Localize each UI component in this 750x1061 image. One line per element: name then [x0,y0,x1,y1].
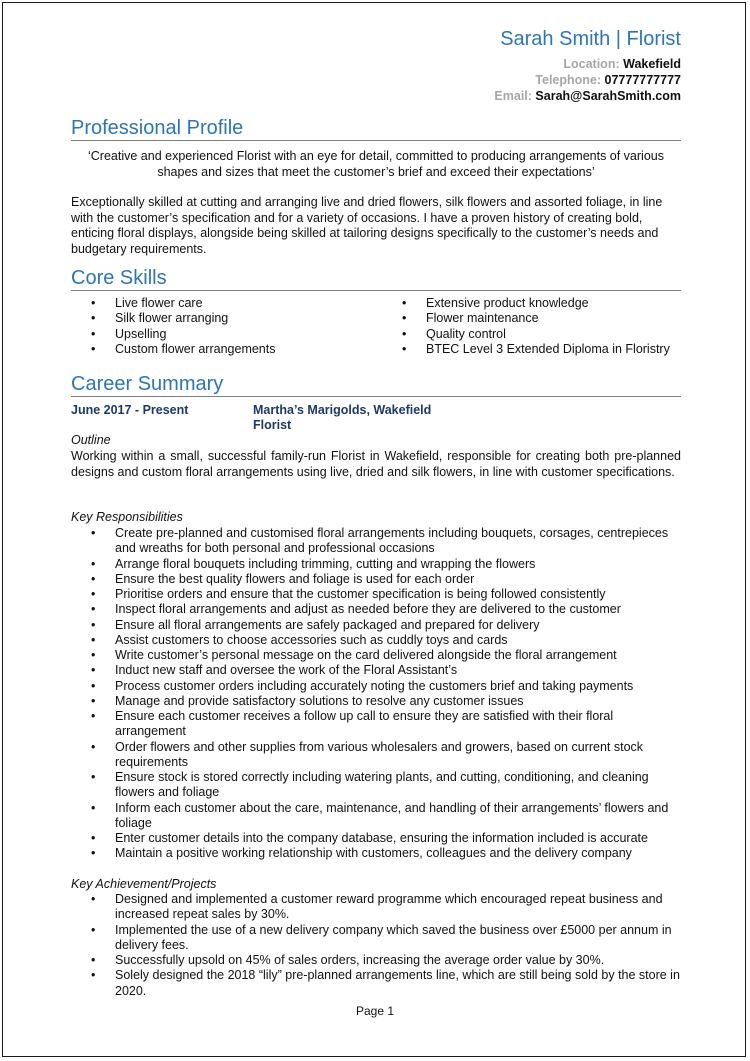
bullet-icon: • [91,602,96,617]
list-item [71,633,681,648]
job-role: Florist [253,418,292,433]
bullet-icon: • [91,968,96,983]
job-company: Martha’s Marigolds, Wakefield [253,403,432,417]
profile-body: Exceptionally skilled at cutting and arranging live and dried flowers, silk flowers and assorted foliage, in line with the customer’s specification and for a variety of occasions. I have a proven history of creating bold, enticing floral displays, alongside being skilled at tailoring designs specifically to the customer’s needs and budgetary requirements. [71,195,663,256]
bullet-icon: • [91,922,96,937]
list-item: • Custom flower arrangements [91,341,276,356]
achievements-label: Key Achievement/Projects [71,877,217,891]
bullet-icon: • [91,311,96,326]
list-item-text: Manage and provide satisfactory solutions to resolve any customer issues [115,693,524,708]
bullet-icon: • [91,831,96,845]
list-item-text: Inspect floral arrangements and adjust as needed before they are delivered to the customer [115,602,621,617]
bullet-icon: • [91,341,96,356]
bullet-icon: • [402,341,407,356]
list-item-text: Maintain a positive working relationship with customers, colleagues and the delivery company [115,846,632,861]
skills-heading: Core Skills [71,266,681,291]
list-item [71,572,681,587]
list-item: • Silk flower arranging [91,311,229,326]
list-item-text: Ensure stock is stored correctly including watering plants, and cutting, conditioning, and cleaning flowers and foliage [115,770,649,800]
contact-location [563,57,681,71]
bullet-icon: • [91,632,96,647]
list-item: • Live flower care [91,296,203,310]
bullet-icon: • [91,663,96,678]
list-item-text: Assist customers to choose accessories such as cuddly toys and cards [115,632,508,647]
contact-email [494,89,681,103]
bullet-icon: • [91,617,96,632]
bullet-icon: • [91,846,96,861]
list-item [71,618,681,633]
bullet-icon: • [91,571,96,586]
telephone-label: Telephone: [535,73,602,87]
bullet-icon: • [91,693,96,708]
email-value: Sarah@SarahSmith.com [535,89,681,103]
outline-label: Outline [71,433,111,447]
page-number: Page 1 [355,1004,395,1018]
bullet-icon: • [91,678,96,693]
list-item-text: Ensure all floral arrangements are safely packaged and prepared for delivery [115,617,540,632]
bullet-icon: • [402,326,407,341]
list-item [71,770,681,801]
bullet-icon: • [402,296,407,310]
job-company-block [253,403,431,434]
list-item-text: Prioritise orders and ensure that the customer specification is being followed consistently [115,587,606,601]
bullet-icon: • [402,311,407,326]
bullet-icon: • [91,648,96,662]
email-label: Email: [494,89,532,103]
outline-text: Working within a small, successful family-run Florist in Wakefield, responsible for creating both pre-planned designs and custom floral arrangements using live, dried and silk flowers, in line with customer specifications. [71,449,681,479]
bullet-icon: • [91,526,96,540]
list-item: • Extensive product knowledge [402,296,589,310]
career-heading: Career Summary [71,372,681,397]
bullet-icon: • [91,587,96,601]
list-item-text: Create pre-planned and customised floral arrangements including bouquets, corsages, centrepieces and wreaths for both personal and professional occasions [115,526,669,556]
skills-left-column [71,296,275,357]
list-item-text: Induct new staff and oversee the work of the Floral Assistant’s [115,663,458,678]
job-date: June 2017 - Present [71,403,189,417]
responsibilities-label: Key Responsibilities [71,510,183,524]
list-item-text: Arrange floral bouquets including trimming, cutting and wrapping the flowers [115,556,536,571]
list-item [71,923,681,954]
list-item-text: Write customer’s personal message on the card delivered alongside the floral arrangement [115,648,617,662]
list-item [71,557,681,572]
list-item [71,892,681,923]
bullet-icon: • [91,953,96,967]
list-item-text: Designed and implemented a customer reward programme which encouraged repeat business and increased repeat sales by 30%. [115,892,663,922]
list-item [71,587,681,602]
skills-right-column [382,296,670,357]
list-item-text: Ensure the best quality flowers and foliage is used for each order [115,571,475,586]
location-value: Wakefield [623,57,681,71]
bullet-icon: • [91,800,96,815]
telephone-value: 07777777777 [604,73,681,87]
bullet-icon: • [91,556,96,571]
responsibilities-list [71,526,681,862]
achievements-list [71,892,681,999]
list-item-text: Order flowers and other supplies from various wholesalers and growers, based on current stock requirements [115,739,644,769]
bullet-icon: • [91,296,96,310]
list-item [71,679,681,694]
list-item-text: Solely designed the 2018 “lily” pre-planned arrangements line, which are still being sold by the store in 2020. [115,968,680,998]
list-item-text: Implemented the use of a new delivery company which saved the business over £5000 per annum in delivery fees. [115,922,672,952]
list-item-text: Process customer orders including accurately noting the customers brief and taking payments [115,678,634,693]
contact-telephone [535,73,681,87]
list-item-text: Successfully upsold on 45% of sales orders, increasing the average order value by 30%. [115,953,605,967]
bullet-icon: • [91,709,96,723]
location-label: Location: [563,57,620,71]
list-item [71,709,681,740]
list-item: • Flower maintenance [402,311,539,326]
list-item [71,801,681,832]
list-item [71,846,681,861]
list-item: • BTEC Level 3 Extended Diploma in Floristry [402,341,670,356]
list-item [71,831,681,846]
bullet-icon: • [91,770,96,784]
list-item [71,694,681,709]
list-item [71,648,681,663]
list-item [71,968,681,999]
profile-quote: ‘Creative and experienced Florist with an eye for detail, committed to producing arrangements of various shapes and sizes that meet the customer’s brief and exceed their expectations’ [88,149,664,179]
list-item [71,663,681,678]
list-item [71,740,681,771]
list-item-text: Enter customer details into the company database, ensuring the information included is accurate [115,831,648,845]
bullet-icon: • [91,739,96,754]
list-item-text: Ensure each customer receives a follow up call to ensure they are satisfied with their floral arrangement [115,709,614,739]
name-title: Sarah Smith | Florist [500,28,681,50]
bullet-icon: • [91,326,96,341]
bullet-icon: • [91,892,96,906]
list-item [71,526,681,557]
list-item: • Upselling [91,326,167,341]
list-item: • Quality control [402,326,506,341]
list-item [71,602,681,617]
profile-heading: Professional Profile [71,116,681,141]
list-item [71,953,681,968]
list-item-text: Inform each customer about the care, maintenance, and handling of their arrangements’ flowers and foliage [115,800,669,830]
